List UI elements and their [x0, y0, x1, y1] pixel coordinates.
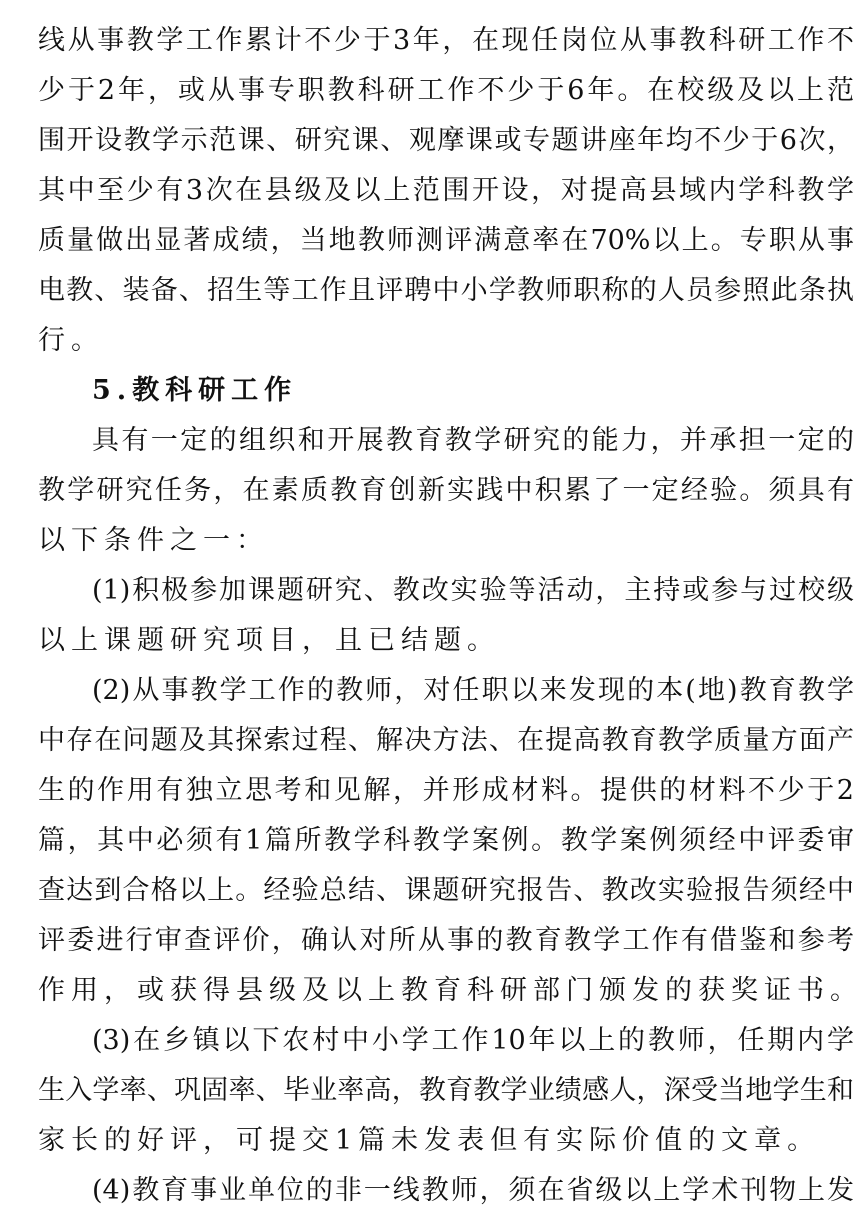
text-line: 具有一定的组织和开展教育教学研究的能力，并承担一定的 — [92, 425, 854, 456]
text-line: 教学研究任务，在素质教育创新实践中积累了一定经验。须具有 — [38, 475, 854, 506]
list-item-1: (1)积极参加课题研究、教改实验等活动，主持或参与过校级 — [92, 575, 854, 606]
list-item-2: (2)从事教学工作的教师，对任职以来发现的本(地)教育教学 — [92, 675, 854, 706]
text-line: 行。 — [38, 325, 104, 356]
text-line: 查达到合格以上。经验总结、课题研究报告、教改实验报告须经中 — [38, 875, 854, 906]
text-line: 生的作用有独立思考和见解，并形成材料。提供的材料不少于2 — [38, 775, 854, 806]
text-line: 线从事教学工作累计不少于3年，在现任岗位从事教科研工作不 — [38, 25, 854, 56]
list-item-4: (4)教育事业单位的非一线教师，须在省级以上学术刊物上发 — [92, 1175, 854, 1206]
text-line: 篇，其中必须有1篇所教学科教学案例。教学案例须经中评委审 — [38, 825, 854, 856]
text-line: 生入学率、巩固率、毕业率高，教育教学业绩感人，深受当地学生和 — [38, 1075, 854, 1106]
text-line: 评委进行审查评价，确认对所从事的教育教学工作有借鉴和参考 — [38, 925, 854, 956]
text-line: 围开设教学示范课、研究课、观摩课或专题讲座年均不少于6次， — [38, 125, 854, 156]
text-line: 作用，或获得县级及以上教育科研部门颁发的获奖证书。 — [38, 975, 863, 1006]
text-line: 家长的好评，可提交1篇未发表但有实际价值的文章。 — [38, 1125, 821, 1156]
text-line: 其中至少有3次在县级及以上范围开设，对提高县域内学科教学 — [38, 175, 854, 206]
text-line: 电教、装备、招生等工作且评聘中小学教师职称的人员参照此条执 — [38, 275, 854, 306]
text-line: 少于2年，或从事专职教科研工作不少于6年。在校级及以上范 — [38, 75, 854, 106]
section-heading: 5.教科研工作 — [92, 375, 298, 406]
text-line: 以上课题研究项目，且已结题。 — [38, 625, 500, 656]
text-line: 中存在问题及其探索过程、解决方法、在提高教育教学质量方面产 — [38, 725, 854, 756]
text-line: 质量做出显著成绩，当地教师测评满意率在70%以上。专职从事 — [38, 225, 854, 256]
text-line: 以下条件之一： — [38, 525, 269, 556]
list-item-3: (3)在乡镇以下农村中小学工作10年以上的教师，任期内学 — [92, 1025, 854, 1056]
